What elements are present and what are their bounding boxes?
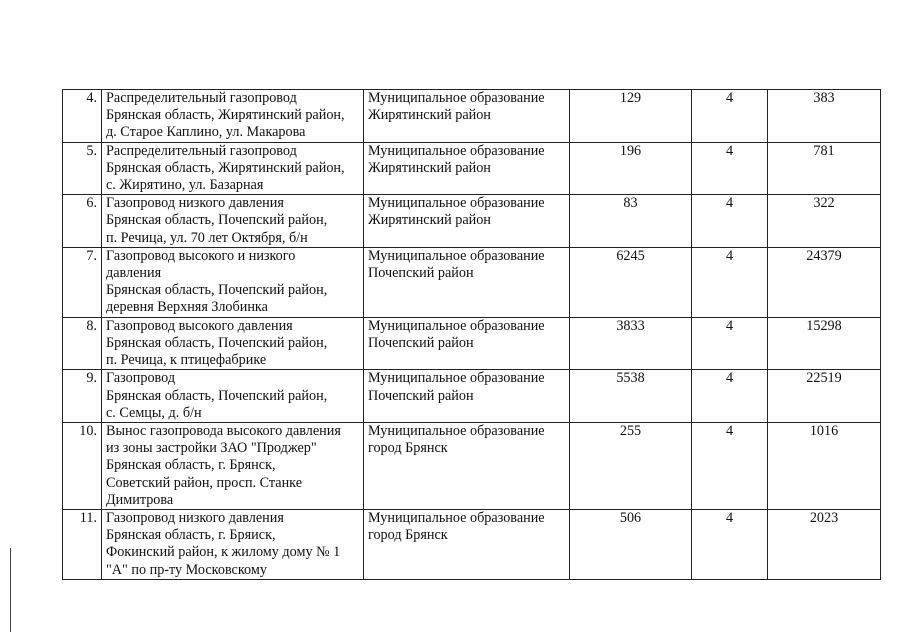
owner-line: Жирятинский район <box>368 107 491 124</box>
value-cell-col4: 4 <box>692 317 768 370</box>
owner-line: Почепский район <box>368 387 474 404</box>
object-description-line: Брянская область, Почепский район, <box>106 335 328 352</box>
row-number-cell: 4. <box>63 90 102 143</box>
owner-cell <box>364 90 570 143</box>
object-description-line: деревня Верхняя Злобинка <box>106 299 268 316</box>
owner-line: Жирятинский район <box>368 159 491 176</box>
object-description-line: Вынос газопровода высокого давления <box>106 423 341 440</box>
table-row <box>63 423 881 510</box>
owner-cell <box>364 195 570 248</box>
value-cell-col5: 2023 <box>768 510 881 580</box>
owner-cell <box>364 247 570 317</box>
object-description-cell <box>102 317 364 370</box>
owner-line: Почепский район <box>368 265 474 282</box>
owner-line: Муниципальное образование <box>368 423 545 440</box>
owner-line: Почепский район <box>368 335 474 352</box>
value-cell-col5: 15298 <box>768 317 881 370</box>
row-number-cell: 9. <box>63 370 102 423</box>
value-cell-col5: 781 <box>768 142 881 195</box>
row-number-cell: 6. <box>63 195 102 248</box>
table-body <box>63 90 881 580</box>
object-description-line: с. Семцы, д. б/н <box>106 404 202 421</box>
table-row <box>63 370 881 423</box>
row-number-cell: 7. <box>63 247 102 317</box>
table-row <box>63 247 881 317</box>
object-description-line: Брянская область, Жирятинский район, <box>106 107 345 124</box>
object-description-line: Распределительный газопровод <box>106 142 297 159</box>
object-description-line: Брянская область, Жирятинский район, <box>106 159 345 176</box>
object-description-cell <box>102 510 364 580</box>
object-description-line: Газопровод высокого давления <box>106 317 293 334</box>
object-description-line: Советский район, просп. Станке <box>106 474 303 491</box>
row-number-cell: 10. <box>63 423 102 510</box>
object-description-line: Распределительный газопровод <box>106 90 297 106</box>
value-cell-col3: 3833 <box>570 317 692 370</box>
object-description-line: Газопровод низкого давления <box>106 510 284 527</box>
row-number-cell: 11. <box>63 510 102 580</box>
owner-cell <box>364 510 570 580</box>
object-description-cell <box>102 142 364 195</box>
owner-cell <box>364 370 570 423</box>
object-description-cell <box>102 195 364 248</box>
object-description-line: Брянская область, г. Брянск, <box>106 457 276 474</box>
value-cell-col3: 506 <box>570 510 692 580</box>
value-cell-col4: 4 <box>692 90 768 143</box>
value-cell-col4: 4 <box>692 510 768 580</box>
object-description-cell <box>102 423 364 510</box>
object-description-line: Газопровод <box>106 370 176 387</box>
value-cell-col3: 129 <box>570 90 692 143</box>
value-cell-col5: 1016 <box>768 423 881 510</box>
owner-line: Муниципальное образование <box>368 317 545 334</box>
owner-line: Муниципальное образование <box>368 195 545 212</box>
object-description-line: Фокинский район, к жилому дому № 1 <box>106 544 341 561</box>
owner-line: Муниципальное образование <box>368 247 545 264</box>
object-description-line: Димитрова <box>106 491 174 508</box>
owner-line: город Брянск <box>368 527 448 544</box>
object-description-line: Брянская область, Почепский район, <box>106 212 328 229</box>
owner-line: Муниципальное образование <box>368 510 545 527</box>
object-description-line: Брянская область, Почепский район, <box>106 282 328 299</box>
row-number-cell: 8. <box>63 317 102 370</box>
value-cell-col4: 4 <box>692 247 768 317</box>
gas-pipeline-registry-table <box>62 89 881 580</box>
owner-cell <box>364 317 570 370</box>
table-row <box>63 90 881 143</box>
value-cell-col4: 4 <box>692 195 768 248</box>
object-description-cell <box>102 90 364 143</box>
value-cell-col5: 383 <box>768 90 881 143</box>
value-cell-col3: 255 <box>570 423 692 510</box>
object-description-line: д. Старое Каплино, ул. Макарова <box>106 124 306 141</box>
value-cell-col3: 83 <box>570 195 692 248</box>
value-cell-col3: 5538 <box>570 370 692 423</box>
value-cell-col4: 4 <box>692 142 768 195</box>
row-number-cell: 5. <box>63 142 102 195</box>
value-cell-col5: 24379 <box>768 247 881 317</box>
object-description-line: Газопровод высокого и низкого <box>106 247 296 264</box>
value-cell-col5: 322 <box>768 195 881 248</box>
owner-cell <box>364 423 570 510</box>
object-description-cell <box>102 370 364 423</box>
object-description-line: Брянская область, Почепский район, <box>106 387 328 404</box>
owner-line: город Брянск <box>368 440 448 457</box>
value-cell-col4: 4 <box>692 370 768 423</box>
owner-line: Муниципальное образование <box>368 90 545 106</box>
value-cell-col3: 196 <box>570 142 692 195</box>
scan-edge-mark <box>10 548 11 632</box>
owner-line: Жирятинский район <box>368 212 491 229</box>
table-row <box>63 317 881 370</box>
object-description-line: давления <box>106 265 162 282</box>
owner-line: Муниципальное образование <box>368 142 545 159</box>
object-description-line: Газопровод низкого давления <box>106 195 284 212</box>
owner-cell <box>364 142 570 195</box>
object-description-line: из зоны застройки ЗАО "Проджер" <box>106 440 317 457</box>
value-cell-col4: 4 <box>692 423 768 510</box>
table-row <box>63 195 881 248</box>
object-description-line: п. Речица, к птицефабрике <box>106 352 267 369</box>
table-row <box>63 510 881 580</box>
owner-line: Муниципальное образование <box>368 370 545 387</box>
table-row <box>63 142 881 195</box>
object-description-cell <box>102 247 364 317</box>
object-description-line: Брянская область, г. Бряиск, <box>106 527 276 544</box>
object-description-line: "А" по пр-ту Московскому <box>106 561 267 578</box>
object-description-line: п. Речица, ул. 70 лет Октября, б/н <box>106 229 308 246</box>
object-description-line: с. Жирятино, ул. Базарная <box>106 177 264 194</box>
value-cell-col5: 22519 <box>768 370 881 423</box>
value-cell-col3: 6245 <box>570 247 692 317</box>
